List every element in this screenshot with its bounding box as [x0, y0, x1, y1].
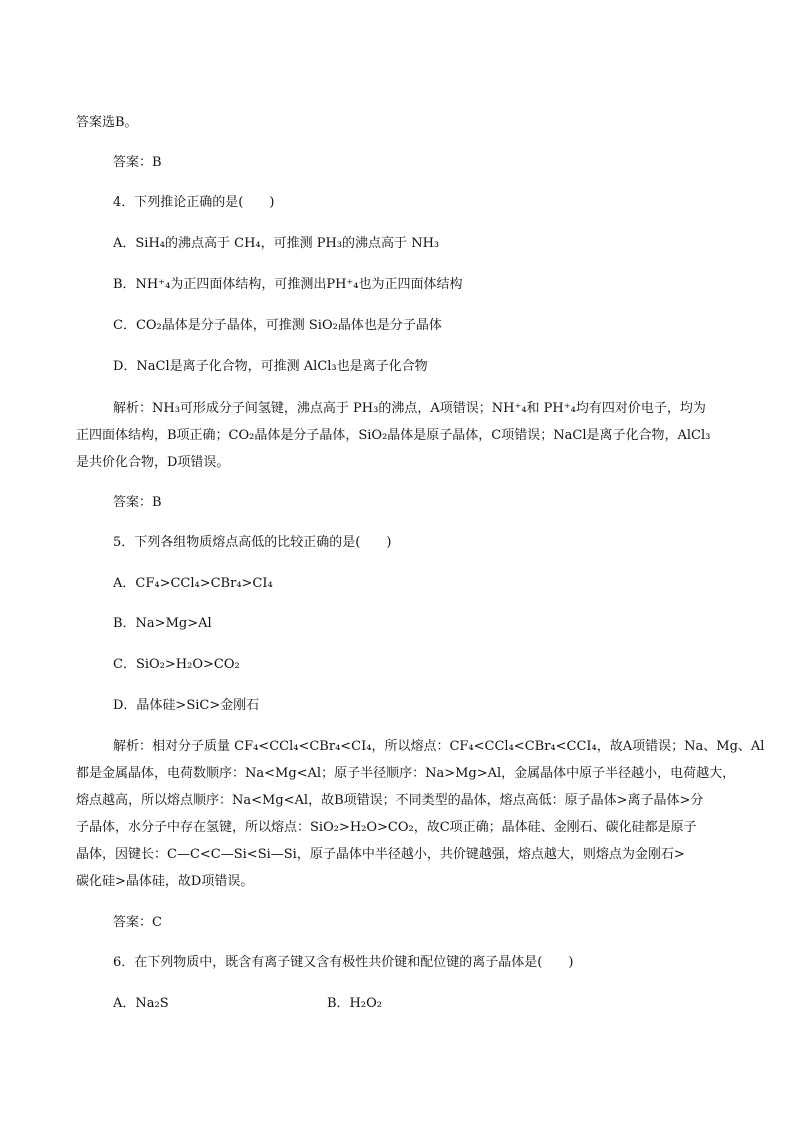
- analysis-line: 是共价化合物，D项错误。: [76, 455, 230, 470]
- question-5-option-a: A．CF₄>CCl₄>CBr₄>CI₄: [113, 576, 273, 591]
- question-4-option-d: D．NaCl是离子化合物，可推测 AlCl₃也是离子化合物: [113, 359, 428, 374]
- question-6-option-b: B．H₂O₂: [327, 996, 382, 1011]
- analysis-line: 碳化硅>晶体硅，故D项错误。: [76, 874, 254, 889]
- question-4-option-c: C．CO₂晶体是分子晶体，可推测 SiO₂晶体也是分子晶体: [113, 318, 442, 333]
- analysis-line: 熔点越高，所以熔点顺序：Na<Mg<Al，故B项错误；不同类型的晶体，熔点高低：原子晶体>离子晶体>分: [76, 793, 704, 808]
- question-5-option-d: D．晶体硅>SiC>金刚石: [113, 698, 260, 713]
- question-5-option-b: B．Na>Mg>Al: [113, 616, 212, 631]
- question-5-option-c: C．SiO₂>H₂O>CO₂: [113, 657, 240, 672]
- analysis-line: 正四面体结构，B项正确；CO₂晶体是分子晶体，SiO₂晶体是原子晶体，C项错误；NaCl是离子化合物，AlCl₃: [76, 428, 711, 443]
- answer-line: 答案：B: [113, 495, 162, 510]
- analysis-line: 子晶体，水分子中存在氢键，所以熔点：SiO₂>H₂O>CO₂，故C项正确；晶体硅、金刚石、碳化硅都是原子: [76, 820, 697, 835]
- analysis-line: 晶体，因键长：C—C<C—Si<Si—Si，原子晶体中半径越小，共价键越强，熔点越大，则熔点为金刚石>: [76, 847, 685, 862]
- answer-choice-line: 答案选B。: [76, 115, 138, 130]
- analysis-line: 解析：相对分子质量 CF₄<CCl₄<CBr₄<CI₄，所以熔点：CF₄<CCl₄<CBr₄<CCI₄，故A项错误；Na、Mg、Al: [113, 739, 765, 754]
- question-4-analysis: [76, 395, 721, 476]
- answer-line: 答案：C: [113, 915, 162, 930]
- answer-line: 答案：B: [113, 155, 162, 170]
- analysis-line: 都是金属晶体，电荷数顺序：Na<Mg<Al；原子半径顺序：Na>Mg>Al，金属晶体中原子半径越小，电荷越大，: [76, 766, 736, 781]
- question-6-option-a: A．Na₂S: [113, 996, 169, 1011]
- question-6-stem: 6．在下列物质中，既含有离子键又含有极性共价键和配位键的离子晶体是( ): [113, 955, 574, 970]
- question-4-option-a: A．SiH₄的沸点高于 CH₄，可推测 PH₃的沸点高于 NH₃: [113, 236, 440, 251]
- analysis-line: 解析：NH₃可形成分子间氢键，沸点高于 PH₃的沸点，A项错误；NH⁺₄和 PH⁺₄均有四对价电子，均为: [113, 401, 706, 416]
- question-5-analysis: [76, 733, 765, 895]
- question-5-stem: 5．下列各组物质熔点高低的比较正确的是( ): [113, 535, 392, 550]
- question-4-option-b: B．NH⁺₄为正四面体结构，可推测出PH⁺₄也为正四面体结构: [113, 277, 463, 292]
- question-4-stem: 4．下列推论正确的是( ): [113, 195, 275, 210]
